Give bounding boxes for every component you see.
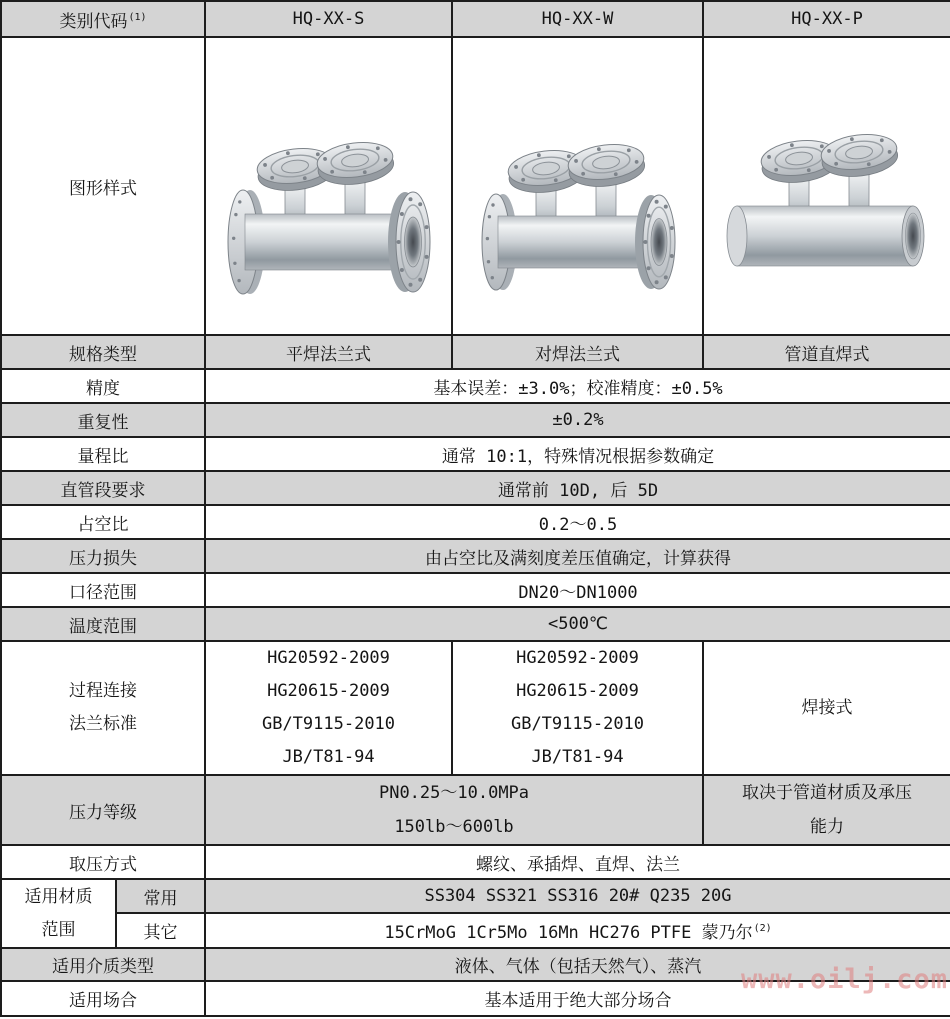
watermark: www.oilj.com <box>741 964 949 995</box>
material-sub-common: 常用 <box>116 879 205 913</box>
size-range-value: DN20～DN1000 <box>205 573 950 607</box>
turndown-value: 通常 10:1，特殊情况根据参数确定 <box>205 437 950 471</box>
row-label-category-code <box>1 1 205 37</box>
row-label-process-connection <box>1 641 205 775</box>
connection-p-value: 焊接式 <box>703 641 950 775</box>
material-sub-other: 其它 <box>116 913 205 948</box>
spec-type-s: 平焊法兰式 <box>205 335 452 369</box>
material-label-line1: 适用材质 <box>24 886 93 907</box>
row-label-pressure-rating: 压力等级 <box>1 775 205 845</box>
pipe-image-flat-weld-flange <box>206 50 451 322</box>
temp-range-value: <500℃ <box>205 607 950 641</box>
category-code-label: 类别代码 <box>59 11 128 32</box>
row-label-size-range: 口径范围 <box>1 573 205 607</box>
flange-standards-w: HG20592-2009 HG20615-2009 GB/T9115-2010 JB/T81-94 <box>452 641 703 775</box>
row-label-pressure-tap: 取压方式 <box>1 845 205 879</box>
row-label-medium-type: 适用介质类型 <box>1 948 205 981</box>
code-hq-xx-p: HQ-XX-P <box>703 1 950 37</box>
spec-type-w: 对焊法兰式 <box>452 335 703 369</box>
row-label-accuracy: 精度 <box>1 369 205 403</box>
straight-run-value: 通常前 10D, 后 5D <box>205 471 950 505</box>
row-label-repeatability: 重复性 <box>1 403 205 437</box>
material-other-value: 15CrMoG 1Cr5Mo 16Mn HC276 PTFE 蒙乃尔$^{(2)}$ <box>205 913 950 948</box>
row-label-pressure-loss: 压力损失 <box>1 539 205 573</box>
process-connection-label-line1: 过程连接 <box>69 681 137 701</box>
footnote-2-sup: (2) <box>753 923 772 934</box>
spec-type-p: 管道直焊式 <box>703 335 950 369</box>
application-value: 基本适用于绝大部分场合 <box>205 981 950 1016</box>
row-label-duty-ratio: 占空比 <box>1 505 205 539</box>
row-label-application: 适用场合 <box>1 981 205 1016</box>
pressure-loss-value: 由占空比及满刻度差压值确定，计算获得 <box>205 539 950 573</box>
row-label-material-range <box>1 879 116 948</box>
code-hq-xx-w: HQ-XX-W <box>452 1 703 37</box>
pressure-rating-p-value: 取决于管道材质及承压 能力 <box>703 775 950 845</box>
flange-standards-s: HG20592-2009 HG20615-2009 GB/T9115-2010 JB/T81-94 <box>205 641 452 775</box>
accuracy-value: 基本误差：±3.0%；校准精度：±0.5% <box>205 369 950 403</box>
process-connection-label-line2: 法兰标准 <box>69 714 137 734</box>
material-common-value: SS304 SS321 SS316 20# Q235 20G <box>205 879 950 913</box>
code-hq-xx-s: HQ-XX-S <box>205 1 452 37</box>
pipe-image-butt-weld-flange <box>453 50 702 322</box>
material-label-line2: 范围 <box>41 919 76 940</box>
row-label-turndown: 量程比 <box>1 437 205 471</box>
row-label-spec-type: 规格类型 <box>1 335 205 369</box>
medium-type-value: 液体、气体（包括天然气）、蒸汽 <box>205 948 950 981</box>
duty-ratio-value: 0.2～0.5 <box>205 505 950 539</box>
pipe-image-direct-weld <box>704 54 950 318</box>
pressure-rating-value: PN0.25～10.0MPa 150lb～600lb <box>205 775 703 845</box>
pressure-tap-value: 螺纹、承插焊、直焊、法兰 <box>205 845 950 879</box>
repeatability-value: ±0.2% <box>205 403 950 437</box>
footnote-1-sup: (1) <box>128 11 147 23</box>
row-label-straight-run: 直管段要求 <box>1 471 205 505</box>
row-label-temp-range: 温度范围 <box>1 607 205 641</box>
row-label-graphic-style: 图形样式 <box>1 37 205 335</box>
